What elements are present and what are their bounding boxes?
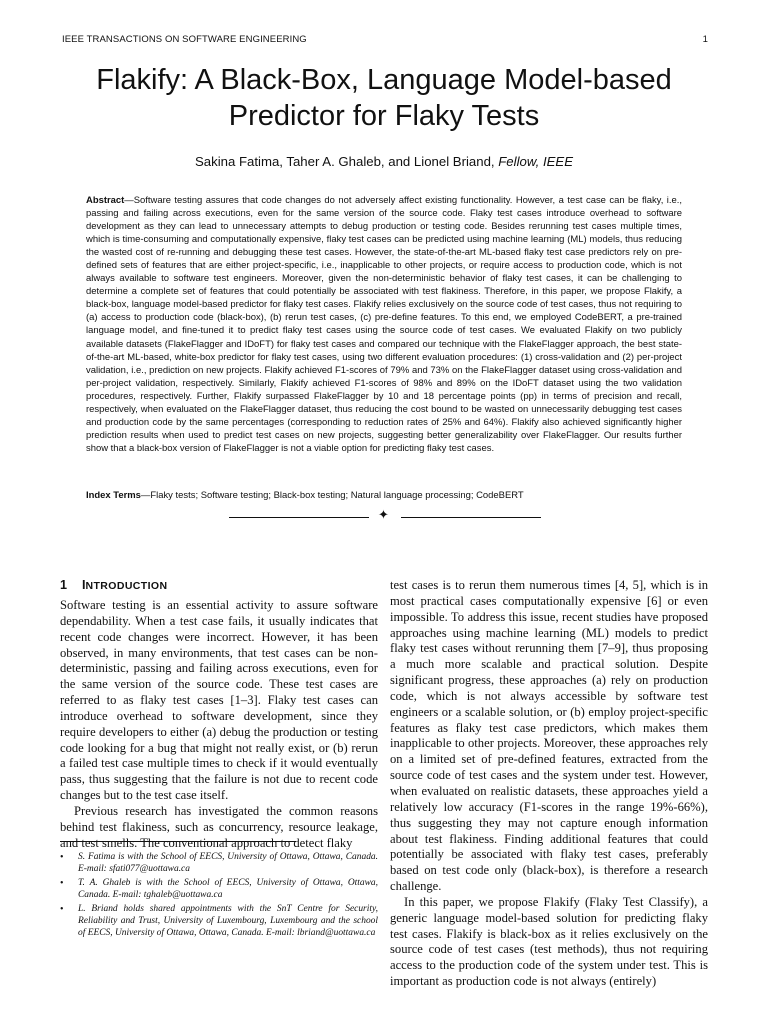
section-title-initial: I	[82, 578, 86, 592]
footnote-item	[60, 852, 378, 875]
divider-line-left	[229, 517, 369, 518]
body-column-left	[60, 578, 378, 852]
page-number: 1	[702, 34, 708, 45]
bullet-icon: •	[60, 878, 64, 890]
footnote-text: S. Fatima is with the School of EECS, University of Ottawa, Ottawa, Canada. E-mail: sfati077@uottawa.ca	[78, 852, 378, 874]
body-paragraph: In this paper, we propose Flakify (Flaky Test Classify), a generic language model-based solution for predicting flaky test cases. Flakify is black-box as it relies exclusively on the source code of test cases (test methods), thus not requiring access to the production code of the system under test. This is important as production code is not always (entirely)	[390, 894, 708, 989]
footnote-item	[60, 878, 378, 901]
body-paragraph: test cases is to rerun them numerous times [4, 5], which is in most practical cases computationally expensive [6] or even impossible. To address this issue, recent studies have proposed approaches using machine learning (ML) models to predict flaky test cases without rerunning them [7–9], thus proposing a much more scalable and practical solution. Despite significant progress, these approaches (a) rely on production code, which is not always accessible by software test engineers or a scalable solution, or (b) employ project-specific features as flaky test case predictors, which makes them inapplicable to other projects. Moreover, these approaches rely on a limited set of pre-defined features, extracted from the source code of test cases and the system under test. However, when evaluated on realistic datasets, these approaches yield a relatively low accuracy (F1-scores in the range 19%-66%), thus suggesting they may not capture enough information about test flakiness. Finding additional features that could potentially be associated with flaky test cases, preferably based on test code only (black-box), is therefore a research challenge.	[390, 578, 708, 894]
index-terms-text: —Flaky tests; Software testing; Black-box testing; Natural language processing; CodeBERT	[140, 490, 524, 501]
index-terms	[86, 489, 682, 502]
abstract-label: Abstract	[86, 195, 125, 206]
section-title-rest: NTRODUCTION	[85, 580, 168, 592]
section-divider	[229, 510, 541, 524]
author-affiliation-note: Fellow, IEEE	[498, 154, 574, 169]
body-column-right	[390, 578, 708, 990]
section-number: 1	[60, 578, 68, 592]
running-header: IEEE TRANSACTIONS ON SOFTWARE ENGINEERING	[62, 34, 307, 45]
divider-line-right	[401, 517, 541, 518]
bullet-icon: •	[60, 852, 64, 863]
body-paragraph: Software testing is an essential activity to assure software dependability. When a test case fails, it usually indicates that recent code changes were incorrect. However, it has been observed, in many environments, that test cases can be non-deterministic, passing and failing across executions, even for the same version of the source code. These test cases are referred to as flaky test cases [1–3]. Flaky test cases can introduce overhead to software development, since they require developers to either (a) debug the production or testing code looking for a bug that might not really exist, or (b) rerun a failed test case multiple times to check if it would eventually pass, thus suggesting that the failure is not due to recent code changes but to the test case itself.	[60, 598, 378, 803]
paper-title: Flakify: A Black-Box, Language Model-based Predictor for Flaky Tests	[96, 64, 672, 132]
footnote-item	[60, 904, 378, 939]
footnote-rule	[60, 841, 296, 842]
bullet-icon: •	[60, 904, 64, 916]
author-names: Sakina Fatima, Taher A. Ghaleb, and Lionel Briand,	[194, 154, 495, 169]
author-line	[60, 154, 708, 169]
section-heading	[60, 578, 378, 594]
footnote-list	[60, 852, 378, 942]
abstract	[86, 194, 682, 455]
footnote-text: T. A. Ghaleb is with the School of EECS, University of Ottawa, Ottawa, Canada. E-mail: tghaleb@uottawa.ca	[78, 878, 378, 900]
abstract-text: —Software testing assures that code changes do not adversely affect existing functionality. However, a test case can be flaky, i.e., passing and failing across executions, even for the same version of the source code. Flaky test cases introduce overhead to software development as they can lead to unnecessary attempts to debug production or testing code. Besides rerunning test cases multiple times, which is time-consuming and computationally expensive, flaky test cases can be predicted using machine learning (ML) models, thus reducing the wasted cost of re-running and debugging these test cases. However, the state-of-the-art ML-based flaky test case predictors rely on pre-defined sets of features that are either project-specific, i.e., inapplicable to other projects, or require access to production code, which is not always available to software test engineers. Moreover, given the non-deterministic behavior of flaky test cases, it can be challenging to determine a complete set of features that could potentially be associated with test flakiness. Therefore, in this paper, we propose Flakify, a black-box, language model-based predictor for flaky test cases. Flakify relies exclusively on the source code of test cases, thus not requiring to (a) access to production code (black-box), (b) rerun test cases, (c) pre-define features. To this end, we employed CodeBERT, a pre-trained language model, and fine-tuned it to predict flaky test cases using the source code of test cases. We evaluated Flakify on two publicly available datasets (FlakeFlagger and IDoFT) for flaky test cases and compared our technique with the FlakeFlagger approach, the best state-of-the-art ML-based, white-box predictor for flaky test cases, using two different evaluation procedures: (1) cross-validation and (2) per-project validation, i.e., prediction on new projects. Flakify achieved F1-scores of 79% and 73% on the FlakeFlagger dataset using cross-validation and per-project validation, respectively. Similarly, Flakify achieved F1-scores of 98% and 89% on the IDoFT dataset using the two validation procedures, respectively. Further, Flakify surpassed FlakeFlagger by 10 and 18 percentage points (pp) in terms of precision and recall, respectively, when evaluated on the FlakeFlagger dataset, thus reducing the cost bound to be wasted on unnecessarily debugging test cases and production code by the same percentages (corresponding to reduction rates of 25% and 64%). Flakify also achieved significantly higher prediction results when used to predict test cases on new projects, suggesting better generalizability over FlakeFlagger. Our results further show that a black-box version of FlakeFlagger is not a viable option for predicting flaky test cases.	[86, 195, 682, 454]
footnote-text: L. Briand holds shared appointments with the SnT Centre for Security, Reliability and Trust, University of Luxembourg, Luxembourg and the school of EECS, University of Ottawa, Ottawa, Canada. E-mail: lbriand@uottawa.ca	[78, 904, 378, 938]
divider-diamond-icon: ✦	[378, 508, 389, 523]
body-paragraph: Previous research has investigated the common reasons behind test flakiness, such as concurrency, resource leakage, and test smells. The conventional approach to detect flaky	[60, 803, 378, 850]
index-terms-label: Index Terms	[86, 490, 141, 501]
